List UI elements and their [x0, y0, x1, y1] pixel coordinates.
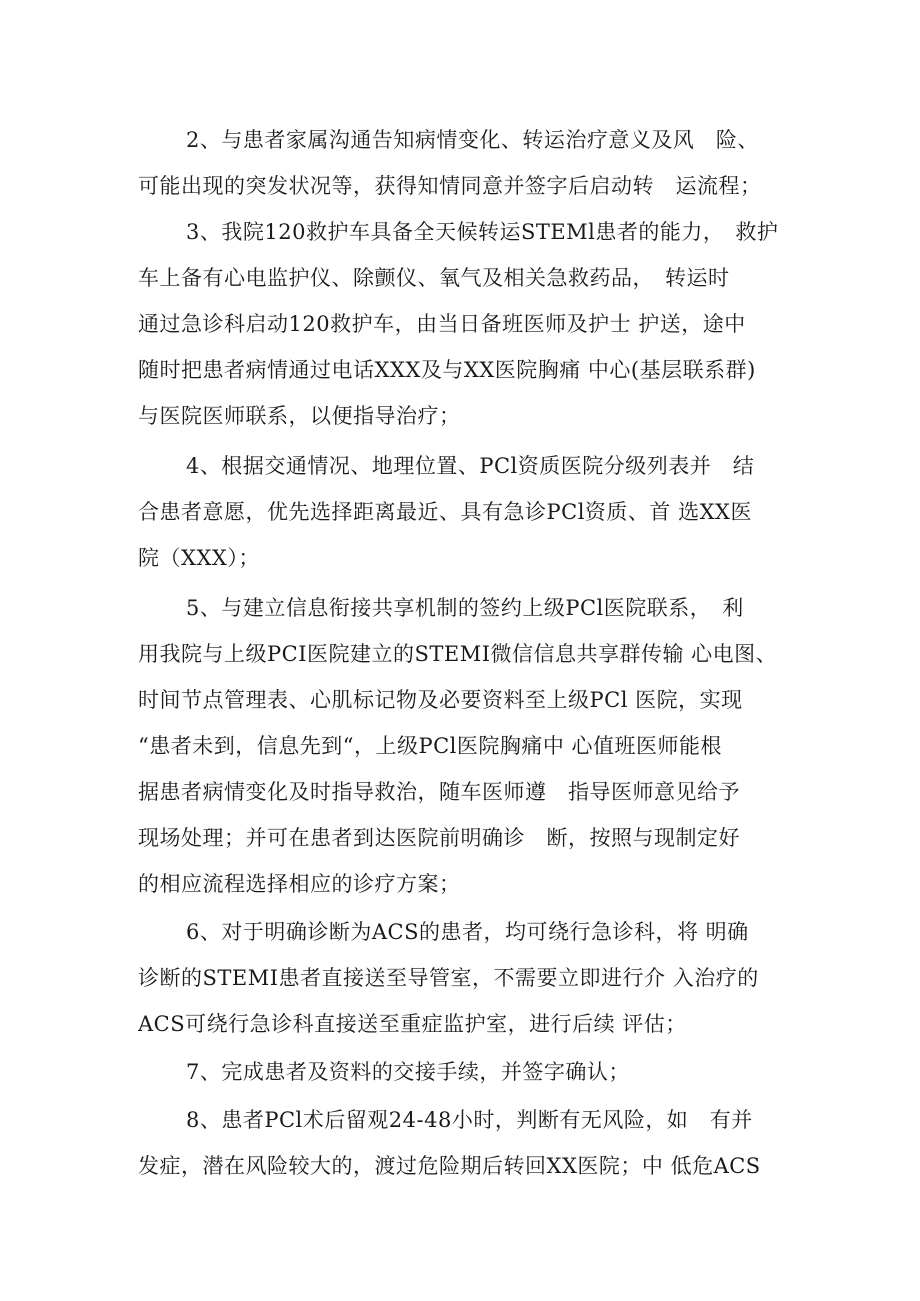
paragraph-line: “患者未到，信息先到“，上级PCl医院胸痛中 心值班医师能根 [138, 734, 723, 758]
paragraph-line: 与医院医师联系，以便指导治疗； [138, 404, 461, 428]
paragraph-line: 车上备有心电监护仪、除颤仪、氧气及相关急救药品， 转运时 [138, 266, 730, 290]
paragraph-line: 诊断的STEMI患者直接送至导管室，不需要立即进行介 入治疗的 [138, 966, 759, 990]
paragraph-line: 据患者病情变化及时指导救治，随车医师遵 指导医师意见给予 [138, 780, 740, 804]
paragraph-line: 合患者意愿，优先选择距离最近、具有急诊PCl资质、首 选XX医 [138, 500, 752, 524]
paragraph-line: 5、与建立信息衔接共享机制的签约上级PCl医院联系， 利 [186, 596, 744, 620]
paragraph-line: 可能出现的突发状况等，获得知情同意并签字后启动转 运流程； [138, 174, 762, 198]
paragraph-line: 4、根据交通情况、地理位置、PCl资质医院分级列表并 结 [186, 454, 755, 478]
paragraph-line: 用我院与上级PCI医院建立的STEMI微信信息共享群传输 心电图、 [138, 642, 778, 666]
paragraph-line: 7、完成患者及资料的交接手续，并签字确认； [186, 1060, 630, 1084]
paragraph-line: 院（XXX）； [138, 546, 260, 570]
paragraph-line: 6、对于明确诊断为ACS的患者，均可绕行急诊科，将 明确 [186, 920, 749, 944]
paragraph-line: 8、患者PCl术后留观24-48小时，判断有无风险，如 有并 [186, 1108, 753, 1132]
paragraph-line: 发症，潜在风险较大的，渡过危险期后转回XX医院；中 低危ACS [138, 1154, 761, 1178]
paragraph-line: 3、我院120救护车具备全天候转运STEMl患者的能力， 救护 [186, 220, 779, 244]
paragraph-line: 的相应流程选择相应的诊疗方案； [138, 872, 461, 896]
paragraph-line: 时间节点管理表、心肌标记物及必要资料至上级PCl 医院，实现 [138, 688, 743, 712]
paragraph-line: ACS可绕行急诊科直接送至重症监护室，进行后续 评估； [138, 1012, 687, 1036]
paragraph-line: 随时把患者病情通过电话XXX及与XX医院胸痛 中心(基层联系群) [138, 358, 756, 382]
paragraph-line: 通过急诊科启动120救护车，由当日备班医师及护士 护送，途中 [138, 312, 746, 336]
paragraph-line: 2、与患者家属沟通告知病情变化、转运治疗意义及风 险、 [186, 128, 759, 152]
paragraph-line: 现场处理；并可在患者到达医院前明确诊 断，按照与现制定好 [138, 826, 740, 850]
